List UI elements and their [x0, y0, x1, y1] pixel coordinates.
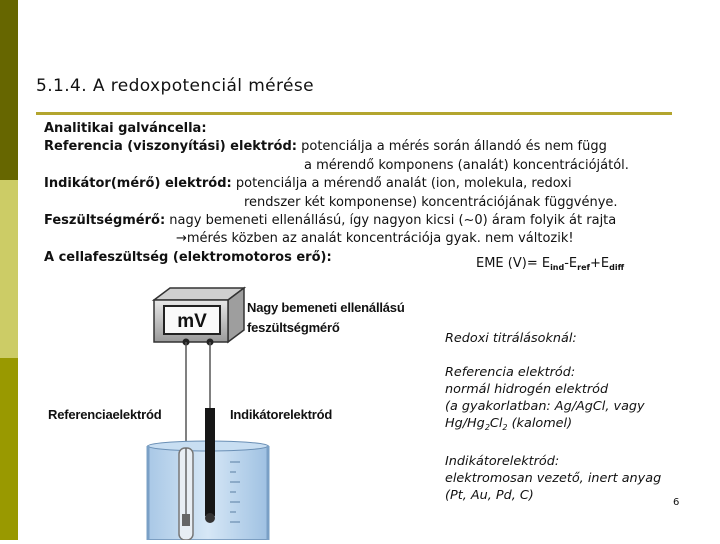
- voltmeter-line: [44, 212, 684, 230]
- redox-reference-heading: [445, 364, 695, 381]
- page-number: 6: [673, 497, 680, 508]
- voltmeter-definition: nagy bemeneti ellenállású, így nagyon kicsi (~0) áram folyik át rajta: [165, 213, 617, 229]
- indicator-electrode-label: Indikátorelektród: [230, 407, 333, 422]
- reference-electrode-term: Referencia (viszonyítási) elektród:: [44, 139, 297, 155]
- voltmeter-box: [154, 288, 244, 342]
- cell-voltage-heading: A cellafeszültség (elektromotoros erő):: [44, 249, 332, 265]
- emf-plus-term: +E: [590, 256, 610, 271]
- emf-minus-term: -E: [564, 256, 578, 271]
- redox-titration-notes: [445, 330, 695, 504]
- reference-electrode-definition-cont: a mérendő komponens (analát) koncentrációjától.: [304, 157, 629, 173]
- indicator-electrode-line: [44, 175, 684, 193]
- redox-indicator-line2: (Pt, Au, Pd, C): [445, 488, 534, 503]
- title-divider: [36, 112, 672, 115]
- redox-titration-heading: Redoxi titrálásoknál:: [445, 331, 577, 346]
- emf-equation: [476, 256, 624, 272]
- reference-electrode-line: [44, 138, 684, 156]
- galvanic-cell-heading: Analitikai galváncella:: [44, 121, 207, 136]
- redox-reference-line2: (a gyakorlatban: Ag/AgCl, vagy: [445, 399, 645, 414]
- redox-indicator-line1: elektromosan vezető, inert anyag: [445, 471, 662, 486]
- left-accent-bar-bottom: [0, 358, 18, 540]
- voltmeter-label-line2: feszültségmérő: [247, 320, 340, 335]
- slide-title: 5.1.4. A redoxpotenciál mérése: [36, 76, 315, 96]
- emf-sub-ref: ref: [577, 263, 590, 272]
- emf-lhs: EME (V)= E: [476, 256, 551, 271]
- voltmeter-display: mV: [177, 311, 207, 332]
- electrode-cell-illustration: [40, 278, 440, 540]
- reference-electrode: [179, 448, 193, 540]
- slide-body: [44, 120, 684, 267]
- indicator-electrode: [205, 408, 215, 523]
- voltmeter-definition-cont: →mérés közben az analát koncentrációja gyak. nem változik!: [176, 231, 574, 247]
- voltmeter-term: Feszültségmérő:: [44, 213, 166, 229]
- redox-reference-line3: $Hg/Hg_2Cl_2$ (kalomel): [445, 416, 573, 432]
- indicator-electrode-term: Indikátor(mérő) elektród:: [44, 176, 232, 192]
- reference-electrode-label: Referenciaelektród: [48, 407, 162, 422]
- left-accent-bar-middle: [0, 180, 18, 358]
- left-accent-bar-top: [0, 0, 18, 180]
- emf-sub-diff: diff: [609, 263, 625, 272]
- indicator-electrode-definition: potenciálja a mérendő analát (ion, molekula, redoxi: [231, 176, 572, 192]
- redox-indicator-heading: Indikátorelektród:: [445, 454, 560, 469]
- voltmeter-label-line1: Nagy bemeneti ellenállású: [247, 300, 405, 315]
- redox-reference-term: Referencia elektród: [445, 365, 571, 380]
- emf-sub-ind: ind: [550, 263, 565, 272]
- indicator-electrode-definition-cont: rendszer két komponense) koncentrációjának függvénye.: [244, 194, 618, 210]
- redox-reference-line1: normál hidrogén elektród: [445, 382, 609, 397]
- reference-electrode-definition: potenciálja a mérés során állandó és nem függ: [296, 139, 607, 155]
- redox-reference-colon: :: [570, 365, 576, 380]
